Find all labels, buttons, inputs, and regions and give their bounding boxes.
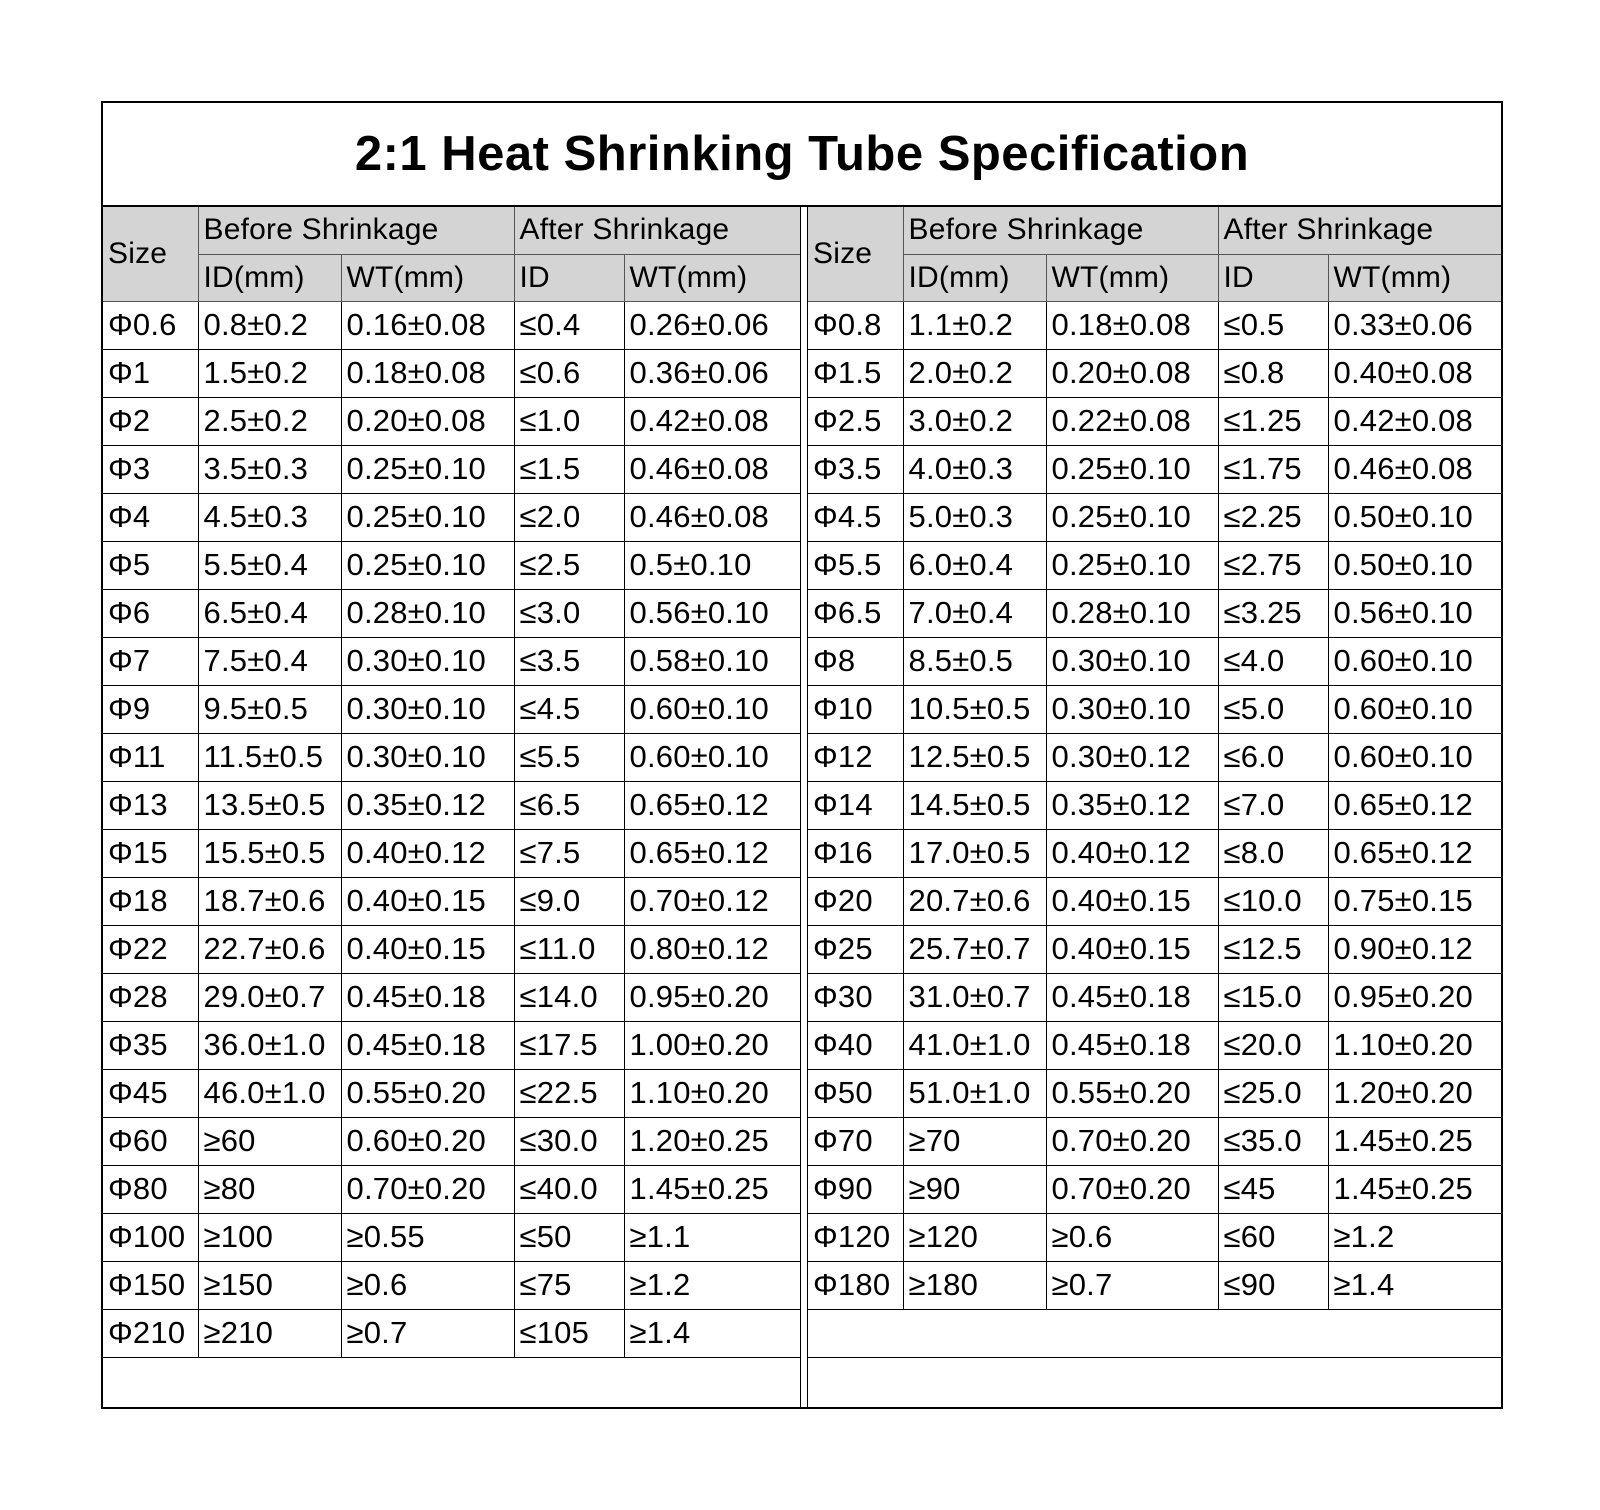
after-wt-cell: 0.56±0.10: [624, 589, 800, 637]
empty-cell: [808, 1309, 1501, 1357]
after-id-cell: ≤12.5: [1218, 925, 1328, 973]
before-id-cell: 41.0±1.0: [903, 1021, 1046, 1069]
before-id-cell: 3.0±0.2: [903, 397, 1046, 445]
table-row: [808, 445, 1501, 493]
size-cell: Φ20: [808, 877, 903, 925]
size-cell: Φ2: [103, 397, 198, 445]
before-id-cell: ≥210: [198, 1309, 341, 1357]
size-cell: Φ2.5: [808, 397, 903, 445]
after-id-cell: ≤0.5: [1218, 301, 1328, 349]
table-row: [808, 1213, 1501, 1261]
spec-sheet: [101, 101, 1503, 1409]
table-row: [103, 1261, 800, 1309]
size-cell: Φ16: [808, 829, 903, 877]
after-id-cell: ≤2.5: [514, 541, 624, 589]
before-id-cell: 36.0±1.0: [198, 1021, 341, 1069]
before-wt-cell: 0.18±0.08: [1046, 301, 1218, 349]
header-row-columns: [103, 254, 800, 301]
size-cell: Φ120: [808, 1213, 903, 1261]
before-id-cell: 2.5±0.2: [198, 397, 341, 445]
size-cell: Φ40: [808, 1021, 903, 1069]
after-id-cell: ≤6.0: [1218, 733, 1328, 781]
after-id-cell: ≤20.0: [1218, 1021, 1328, 1069]
table-row: [808, 1069, 1501, 1117]
after-wt-cell: 0.65±0.12: [1328, 781, 1501, 829]
before-wt-cell: ≥0.6: [1046, 1213, 1218, 1261]
after-wt-cell: 0.42±0.08: [1328, 397, 1501, 445]
after-wt-cell: 0.60±0.10: [1328, 685, 1501, 733]
table-row: [808, 301, 1501, 349]
before-id-cell: 1.1±0.2: [903, 301, 1046, 349]
after-id-cell: ≤30.0: [514, 1117, 624, 1165]
spec-table-right: [808, 207, 1501, 1358]
size-cell: Φ70: [808, 1117, 903, 1165]
spec-table-left: [103, 207, 800, 1358]
after-wt-cell: 0.95±0.20: [624, 973, 800, 1021]
before-wt-header: WT(mm): [1046, 254, 1218, 301]
size-cell: Φ50: [808, 1069, 903, 1117]
page-title: 2:1 Heat Shrinking Tube Specification: [354, 127, 1250, 181]
before-id-cell: ≥90: [903, 1165, 1046, 1213]
after-id-cell: ≤3.5: [514, 637, 624, 685]
before-id-cell: 25.7±0.7: [903, 925, 1046, 973]
after-wt-cell: 0.75±0.15: [1328, 877, 1501, 925]
after-shrinkage-header: After Shrinkage: [1218, 207, 1501, 254]
table-row: [103, 541, 800, 589]
before-id-cell: 0.8±0.2: [198, 301, 341, 349]
table-row: [103, 925, 800, 973]
size-cell: Φ14: [808, 781, 903, 829]
size-cell: Φ5.5: [808, 541, 903, 589]
header-row-groups: [103, 207, 800, 254]
table-row: [103, 589, 800, 637]
header-row-groups: [808, 207, 1501, 254]
table-row: [808, 397, 1501, 445]
size-cell: Φ9: [103, 685, 198, 733]
after-wt-cell: 0.60±0.10: [1328, 637, 1501, 685]
before-shrinkage-header: Before Shrinkage: [198, 207, 514, 254]
table-row: [103, 1021, 800, 1069]
before-wt-cell: 0.30±0.12: [1046, 733, 1218, 781]
table-divider: [800, 207, 801, 1407]
before-wt-cell: 0.25±0.10: [1046, 493, 1218, 541]
table-row: [103, 685, 800, 733]
after-id-cell: ≤11.0: [514, 925, 624, 973]
after-id-cell: ≤9.0: [514, 877, 624, 925]
size-cell: Φ18: [103, 877, 198, 925]
before-id-cell: 1.5±0.2: [198, 349, 341, 397]
after-id-cell: ≤1.75: [1218, 445, 1328, 493]
size-cell: Φ6.5: [808, 589, 903, 637]
size-cell: Φ30: [808, 973, 903, 1021]
before-wt-cell: 0.45±0.18: [341, 973, 514, 1021]
after-wt-cell: 1.00±0.20: [624, 1021, 800, 1069]
before-wt-cell: 0.25±0.10: [1046, 445, 1218, 493]
after-wt-cell: 0.60±0.10: [624, 685, 800, 733]
before-wt-cell: 0.70±0.20: [1046, 1165, 1218, 1213]
before-id-cell: 46.0±1.0: [198, 1069, 341, 1117]
after-wt-cell: 1.45±0.25: [624, 1165, 800, 1213]
before-id-cell: 8.5±0.5: [903, 637, 1046, 685]
after-id-cell: ≤5.0: [1218, 685, 1328, 733]
after-id-cell: ≤3.0: [514, 589, 624, 637]
after-id-cell: ≤6.5: [514, 781, 624, 829]
table-row: [808, 637, 1501, 685]
before-id-cell: 7.0±0.4: [903, 589, 1046, 637]
size-cell: Φ6: [103, 589, 198, 637]
after-wt-cell: 0.70±0.12: [624, 877, 800, 925]
after-id-cell: ≤1.25: [1218, 397, 1328, 445]
table-row: [103, 829, 800, 877]
before-wt-cell: 0.55±0.20: [1046, 1069, 1218, 1117]
size-cell: Φ100: [103, 1213, 198, 1261]
size-cell: Φ15: [103, 829, 198, 877]
after-id-cell: ≤25.0: [1218, 1069, 1328, 1117]
after-id-cell: ≤50: [514, 1213, 624, 1261]
after-id-cell: ≤10.0: [1218, 877, 1328, 925]
before-wt-cell: 0.40±0.15: [1046, 925, 1218, 973]
table-row: [808, 1165, 1501, 1213]
size-cell: Φ1: [103, 349, 198, 397]
before-wt-cell: 0.45±0.18: [1046, 1021, 1218, 1069]
after-wt-cell: ≥1.4: [624, 1309, 800, 1357]
table-row: [103, 1165, 800, 1213]
after-id-cell: ≤22.5: [514, 1069, 624, 1117]
after-wt-cell: 1.20±0.20: [1328, 1069, 1501, 1117]
after-wt-cell: 1.45±0.25: [1328, 1117, 1501, 1165]
table-row: [103, 1069, 800, 1117]
size-header: Size: [103, 207, 198, 301]
before-id-cell: 10.5±0.5: [903, 685, 1046, 733]
table-row: [103, 445, 800, 493]
after-wt-cell: 0.80±0.12: [624, 925, 800, 973]
before-wt-cell: 0.16±0.08: [341, 301, 514, 349]
table-row: [808, 1117, 1501, 1165]
after-wt-cell: 0.46±0.08: [624, 445, 800, 493]
before-wt-cell: 0.30±0.10: [341, 733, 514, 781]
size-cell: Φ1.5: [808, 349, 903, 397]
before-wt-cell: 0.40±0.12: [1046, 829, 1218, 877]
table-row: [808, 685, 1501, 733]
after-id-cell: ≤105: [514, 1309, 624, 1357]
before-wt-cell: 0.20±0.08: [341, 397, 514, 445]
size-cell: Φ45: [103, 1069, 198, 1117]
before-id-cell: ≥180: [903, 1261, 1046, 1309]
after-id-cell: ≤2.25: [1218, 493, 1328, 541]
after-id-cell: ≤0.8: [1218, 349, 1328, 397]
before-id-cell: ≥60: [198, 1117, 341, 1165]
table-row: [808, 1261, 1501, 1309]
before-wt-cell: 0.25±0.10: [341, 541, 514, 589]
before-wt-cell: 0.25±0.10: [341, 445, 514, 493]
after-id-cell: ≤14.0: [514, 973, 624, 1021]
after-wt-cell: 0.50±0.10: [1328, 493, 1501, 541]
before-wt-cell: 0.35±0.12: [1046, 781, 1218, 829]
after-id-cell: ≤5.5: [514, 733, 624, 781]
table-row: [103, 349, 800, 397]
before-wt-cell: 0.18±0.08: [341, 349, 514, 397]
after-wt-cell: ≥1.1: [624, 1213, 800, 1261]
before-id-cell: 5.0±0.3: [903, 493, 1046, 541]
size-cell: Φ28: [103, 973, 198, 1021]
before-id-cell: 11.5±0.5: [198, 733, 341, 781]
after-wt-cell: ≥1.2: [624, 1261, 800, 1309]
table-row: [808, 733, 1501, 781]
before-id-cell: 6.0±0.4: [903, 541, 1046, 589]
table-row: [808, 925, 1501, 973]
size-cell: Φ0.6: [103, 301, 198, 349]
after-wt-cell: ≥1.2: [1328, 1213, 1501, 1261]
before-id-cell: 14.5±0.5: [903, 781, 1046, 829]
before-wt-cell: 0.25±0.10: [1046, 541, 1218, 589]
before-wt-cell: 0.40±0.15: [341, 925, 514, 973]
table-row: [103, 973, 800, 1021]
before-wt-cell: 0.28±0.10: [341, 589, 514, 637]
size-cell: Φ210: [103, 1309, 198, 1357]
after-wt-cell: 0.33±0.06: [1328, 301, 1501, 349]
size-cell: Φ11: [103, 733, 198, 781]
table-row: [103, 781, 800, 829]
after-wt-cell: ≥1.4: [1328, 1261, 1501, 1309]
after-id-cell: ≤15.0: [1218, 973, 1328, 1021]
after-id-cell: ≤4.0: [1218, 637, 1328, 685]
before-wt-cell: ≥0.7: [341, 1309, 514, 1357]
size-cell: Φ22: [103, 925, 198, 973]
before-id-cell: ≥120: [903, 1213, 1046, 1261]
after-wt-cell: 0.42±0.08: [624, 397, 800, 445]
before-id-cell: 20.7±0.6: [903, 877, 1046, 925]
before-wt-cell: 0.55±0.20: [341, 1069, 514, 1117]
before-wt-cell: 0.30±0.10: [1046, 637, 1218, 685]
before-wt-cell: 0.70±0.20: [1046, 1117, 1218, 1165]
before-id-cell: 6.5±0.4: [198, 589, 341, 637]
before-wt-cell: 0.30±0.10: [1046, 685, 1218, 733]
after-shrinkage-header: After Shrinkage: [514, 207, 800, 254]
size-cell: Φ8: [808, 637, 903, 685]
table-row: [808, 589, 1501, 637]
after-id-cell: ≤7.5: [514, 829, 624, 877]
table-row: [808, 1021, 1501, 1069]
after-wt-cell: 0.50±0.10: [1328, 541, 1501, 589]
table-row: [808, 877, 1501, 925]
table-row: [103, 493, 800, 541]
after-id-header: ID: [1218, 254, 1328, 301]
before-wt-cell: ≥0.6: [341, 1261, 514, 1309]
before-wt-cell: 0.35±0.12: [341, 781, 514, 829]
after-id-cell: ≤0.6: [514, 349, 624, 397]
after-wt-cell: 0.26±0.06: [624, 301, 800, 349]
before-wt-cell: ≥0.7: [1046, 1261, 1218, 1309]
table-row: [808, 781, 1501, 829]
before-id-cell: 7.5±0.4: [198, 637, 341, 685]
after-wt-cell: 0.60±0.10: [1328, 733, 1501, 781]
size-cell: Φ3: [103, 445, 198, 493]
size-cell: Φ80: [103, 1165, 198, 1213]
after-id-cell: ≤1.0: [514, 397, 624, 445]
after-id-cell: ≤90: [1218, 1261, 1328, 1309]
before-wt-cell: 0.28±0.10: [1046, 589, 1218, 637]
title-row: [103, 103, 1501, 207]
size-cell: Φ12: [808, 733, 903, 781]
after-wt-cell: 0.5±0.10: [624, 541, 800, 589]
after-wt-header: WT(mm): [624, 254, 800, 301]
after-id-cell: ≤60: [1218, 1213, 1328, 1261]
after-id-cell: ≤1.5: [514, 445, 624, 493]
after-wt-cell: 1.10±0.20: [1328, 1021, 1501, 1069]
after-id-cell: ≤75: [514, 1261, 624, 1309]
after-wt-cell: 0.65±0.12: [1328, 829, 1501, 877]
after-id-cell: ≤4.5: [514, 685, 624, 733]
table-row: [808, 1309, 1501, 1357]
after-wt-header: WT(mm): [1328, 254, 1501, 301]
size-cell: Φ25: [808, 925, 903, 973]
after-wt-cell: 0.40±0.08: [1328, 349, 1501, 397]
after-wt-cell: 0.58±0.10: [624, 637, 800, 685]
after-wt-cell: 0.56±0.10: [1328, 589, 1501, 637]
table-row: [808, 541, 1501, 589]
table-row: [103, 1309, 800, 1357]
before-wt-cell: 0.45±0.18: [1046, 973, 1218, 1021]
before-wt-header: WT(mm): [341, 254, 514, 301]
header-row-columns: [808, 254, 1501, 301]
after-wt-cell: 0.65±0.12: [624, 829, 800, 877]
after-wt-cell: 1.10±0.20: [624, 1069, 800, 1117]
after-wt-cell: 0.65±0.12: [624, 781, 800, 829]
before-wt-cell: 0.20±0.08: [1046, 349, 1218, 397]
table-row: [103, 397, 800, 445]
before-id-cell: ≥70: [903, 1117, 1046, 1165]
before-id-cell: ≥100: [198, 1213, 341, 1261]
table-row: [808, 973, 1501, 1021]
after-id-cell: ≤0.4: [514, 301, 624, 349]
size-cell: Φ13: [103, 781, 198, 829]
after-wt-cell: 0.46±0.08: [1328, 445, 1501, 493]
before-id-cell: 2.0±0.2: [903, 349, 1046, 397]
before-wt-cell: 0.25±0.10: [341, 493, 514, 541]
table-row: [808, 829, 1501, 877]
size-cell: Φ4.5: [808, 493, 903, 541]
before-id-cell: 18.7±0.6: [198, 877, 341, 925]
before-wt-cell: 0.60±0.20: [341, 1117, 514, 1165]
before-shrinkage-header: Before Shrinkage: [903, 207, 1218, 254]
before-id-cell: 4.0±0.3: [903, 445, 1046, 493]
after-id-cell: ≤40.0: [514, 1165, 624, 1213]
size-cell: Φ60: [103, 1117, 198, 1165]
table-row: [103, 733, 800, 781]
size-cell: Φ4: [103, 493, 198, 541]
after-id-cell: ≤35.0: [1218, 1117, 1328, 1165]
before-wt-cell: 0.30±0.10: [341, 685, 514, 733]
size-cell: Φ5: [103, 541, 198, 589]
size-cell: Φ90: [808, 1165, 903, 1213]
after-wt-cell: 0.95±0.20: [1328, 973, 1501, 1021]
before-id-cell: 29.0±0.7: [198, 973, 341, 1021]
after-wt-cell: 0.60±0.10: [624, 733, 800, 781]
before-id-header: ID(mm): [903, 254, 1046, 301]
before-wt-cell: 0.30±0.10: [341, 637, 514, 685]
size-cell: Φ35: [103, 1021, 198, 1069]
table-row: [103, 301, 800, 349]
table-row: [808, 349, 1501, 397]
right-table-container: [808, 207, 1501, 1358]
before-id-header: ID(mm): [198, 254, 341, 301]
before-id-cell: 13.5±0.5: [198, 781, 341, 829]
before-id-cell: 22.7±0.6: [198, 925, 341, 973]
before-id-cell: 15.5±0.5: [198, 829, 341, 877]
after-id-cell: ≤8.0: [1218, 829, 1328, 877]
before-id-cell: 3.5±0.3: [198, 445, 341, 493]
after-wt-cell: 0.90±0.12: [1328, 925, 1501, 973]
after-wt-cell: 0.46±0.08: [624, 493, 800, 541]
table-row: [103, 637, 800, 685]
size-cell: Φ180: [808, 1261, 903, 1309]
after-wt-cell: 1.20±0.25: [624, 1117, 800, 1165]
after-id-cell: ≤3.25: [1218, 589, 1328, 637]
size-cell: Φ150: [103, 1261, 198, 1309]
before-id-cell: 51.0±1.0: [903, 1069, 1046, 1117]
before-id-cell: 4.5±0.3: [198, 493, 341, 541]
left-table-container: [103, 207, 800, 1358]
table-row: [103, 1213, 800, 1261]
after-id-header: ID: [514, 254, 624, 301]
before-id-cell: ≥80: [198, 1165, 341, 1213]
before-wt-cell: 0.40±0.15: [341, 877, 514, 925]
before-id-cell: 31.0±0.7: [903, 973, 1046, 1021]
table-row: [808, 493, 1501, 541]
after-id-cell: ≤2.75: [1218, 541, 1328, 589]
before-id-cell: 12.5±0.5: [903, 733, 1046, 781]
size-cell: Φ7: [103, 637, 198, 685]
after-id-cell: ≤7.0: [1218, 781, 1328, 829]
size-cell: Φ10: [808, 685, 903, 733]
size-cell: Φ3.5: [808, 445, 903, 493]
before-id-cell: 5.5±0.4: [198, 541, 341, 589]
before-id-cell: 17.0±0.5: [903, 829, 1046, 877]
before-wt-cell: 0.40±0.15: [1046, 877, 1218, 925]
after-id-cell: ≤45: [1218, 1165, 1328, 1213]
table-row: [103, 877, 800, 925]
size-cell: Φ0.8: [808, 301, 903, 349]
table-row: [103, 1117, 800, 1165]
size-header: Size: [808, 207, 903, 301]
after-id-cell: ≤2.0: [514, 493, 624, 541]
after-wt-cell: 0.36±0.06: [624, 349, 800, 397]
before-id-cell: ≥150: [198, 1261, 341, 1309]
after-wt-cell: 1.45±0.25: [1328, 1165, 1501, 1213]
before-wt-cell: ≥0.55: [341, 1213, 514, 1261]
before-wt-cell: 0.45±0.18: [341, 1021, 514, 1069]
before-id-cell: 9.5±0.5: [198, 685, 341, 733]
before-wt-cell: 0.40±0.12: [341, 829, 514, 877]
before-wt-cell: 0.22±0.08: [1046, 397, 1218, 445]
before-wt-cell: 0.70±0.20: [341, 1165, 514, 1213]
after-id-cell: ≤17.5: [514, 1021, 624, 1069]
